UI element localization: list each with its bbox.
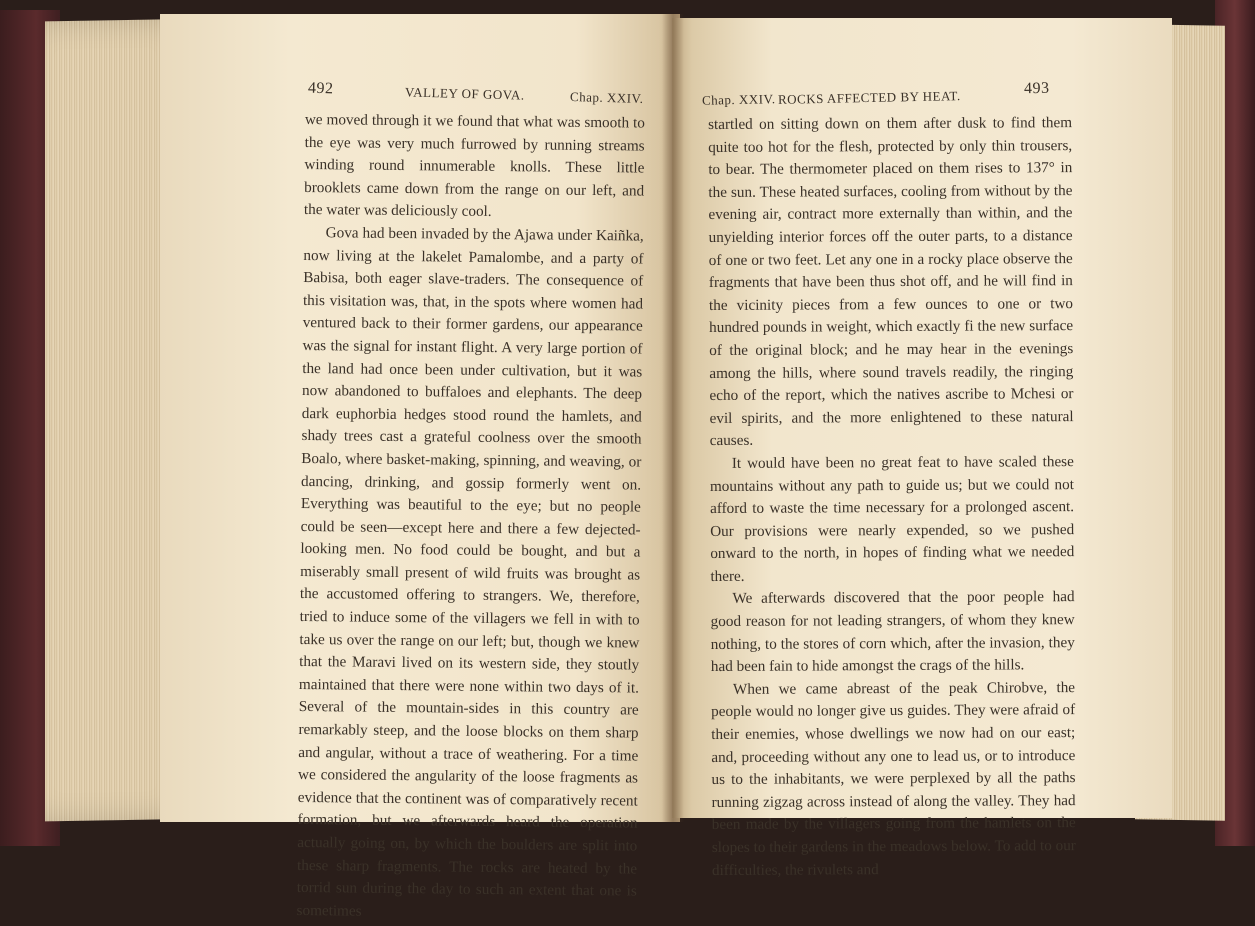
paragraph: startled on sitting down on them after dusk to find them quite too hot for the flesh, protected by only thin trousers, to bear. The thermometer placed on them rises to 137° in the sun. These heated surfaces, cooling from without by the evening air, contract more externally than within, and the unyielding interior forces off the outer parts, to a distance of one or two feet. Let any one in a rocky place observe the fragments that have been thus shot off, and he will find in the vicinity pieces from a few ounces to one or two hundred pounds in weight, which exactly fi the new surface of the original block; and he may hear in the evenings among the hills, where sound travels readily, the ringing echo of the report, which the natives ascribe to Mchesi or evil spirits, and the more enlightened to these natural causes. [708, 114, 1074, 450]
right-page-number: 493 [1023, 79, 1050, 98]
left-page [160, 14, 680, 920]
right-running-title: ROCKS AFFECTED BY HEAT. [777, 88, 961, 107]
paragraph: When we came abreast of the peak Chirobve, the people would no longer give us guides. They were afraid of their enemies, whose dwellings we now had on our east; and, proceeding without any one to lead us, or to introduce us to the inhabitants, we were perplexed by all the paths running zigzag across instead of along the valley. They had been made by the villagers going from the hamlets on the slopes to their gardens in the meadows below. To add to our difficulties, the rivulets and [711, 678, 1076, 879]
book-gutter [662, 14, 684, 822]
right-page [672, 18, 1172, 879]
left-page-number: 492 [307, 79, 334, 98]
paragraph: It would have been no great feat to have scaled these mountains without any path to guide us; but we could not afford to waste the time necessary for a prolonged ascent. Our provisions were nearly expended, so we pushed onward to the north, in hopes of finding what we needed there. [709, 452, 1075, 585]
left-body-text [296, 109, 644, 926]
right-body-text [708, 112, 1076, 882]
left-chapter-label: Chap. XXIV. [569, 89, 644, 106]
right-chapter-label: Chap. XXIV. [701, 91, 776, 108]
paragraph: we moved through it we found that what was smooth to the eye was very much furrowed by running streams winding round innumerable knolls. These little brooklets came down from the range on our left, and the water was deliciously cool. [303, 110, 645, 221]
paragraph: Gova had been invaded by the Ajawa under Kaiñka, now living at the lakelet Pamalombe, and a party of Babisa, both eager slave-traders. The consequence of this visitation was, that, in the spots where women had ventured back to their former gardens, our appearance was the signal for instant flight. A very large portion of the land had once been under cultivation, but it was now abandoned to buffaloes and elephants. The deep dark euphorbia hedges stood round the hamlets, and shady trees cast a grateful coolness over the smooth Boalo, where basket-making, spinning, and weaving, or dancing, drinking, and gossip formerly went on. Everything was beautiful to the eye; but no people could be seen—except here and there a few dejected-looking men. No food could be bought, and but a miserably small present of wild fruits was brought as the accustomed offering to strangers. We, therefore, tried to induce some of the villagers we fell in with to take us over the range on our left; but, though we knew that the Maravi lived on its western side, they stoutly maintained that there were none within two days of it. Several of the mountain-sides in this country are remarkably steep, and the loose blocks on them sharp and angular, without a trace of weathering. For a time we considered the angularity of the loose fragments as evidence that the continent was of comparatively recent formation, but we afterwards heard the operation actually going on, by which the boulders are split into these sharp fragments. The rocks are heated by the torrid sun during the day to such an extent that one is sometimes [296, 224, 644, 920]
paragraph: We afterwards discovered that the poor people had good reason for not leading strangers, of whom they knew nothing, to the stores of corn which, after the invasion, they had been fain to hide amongst the crags of the hills. [710, 588, 1075, 676]
left-running-title: VALLEY OF GOVA. [404, 84, 525, 103]
